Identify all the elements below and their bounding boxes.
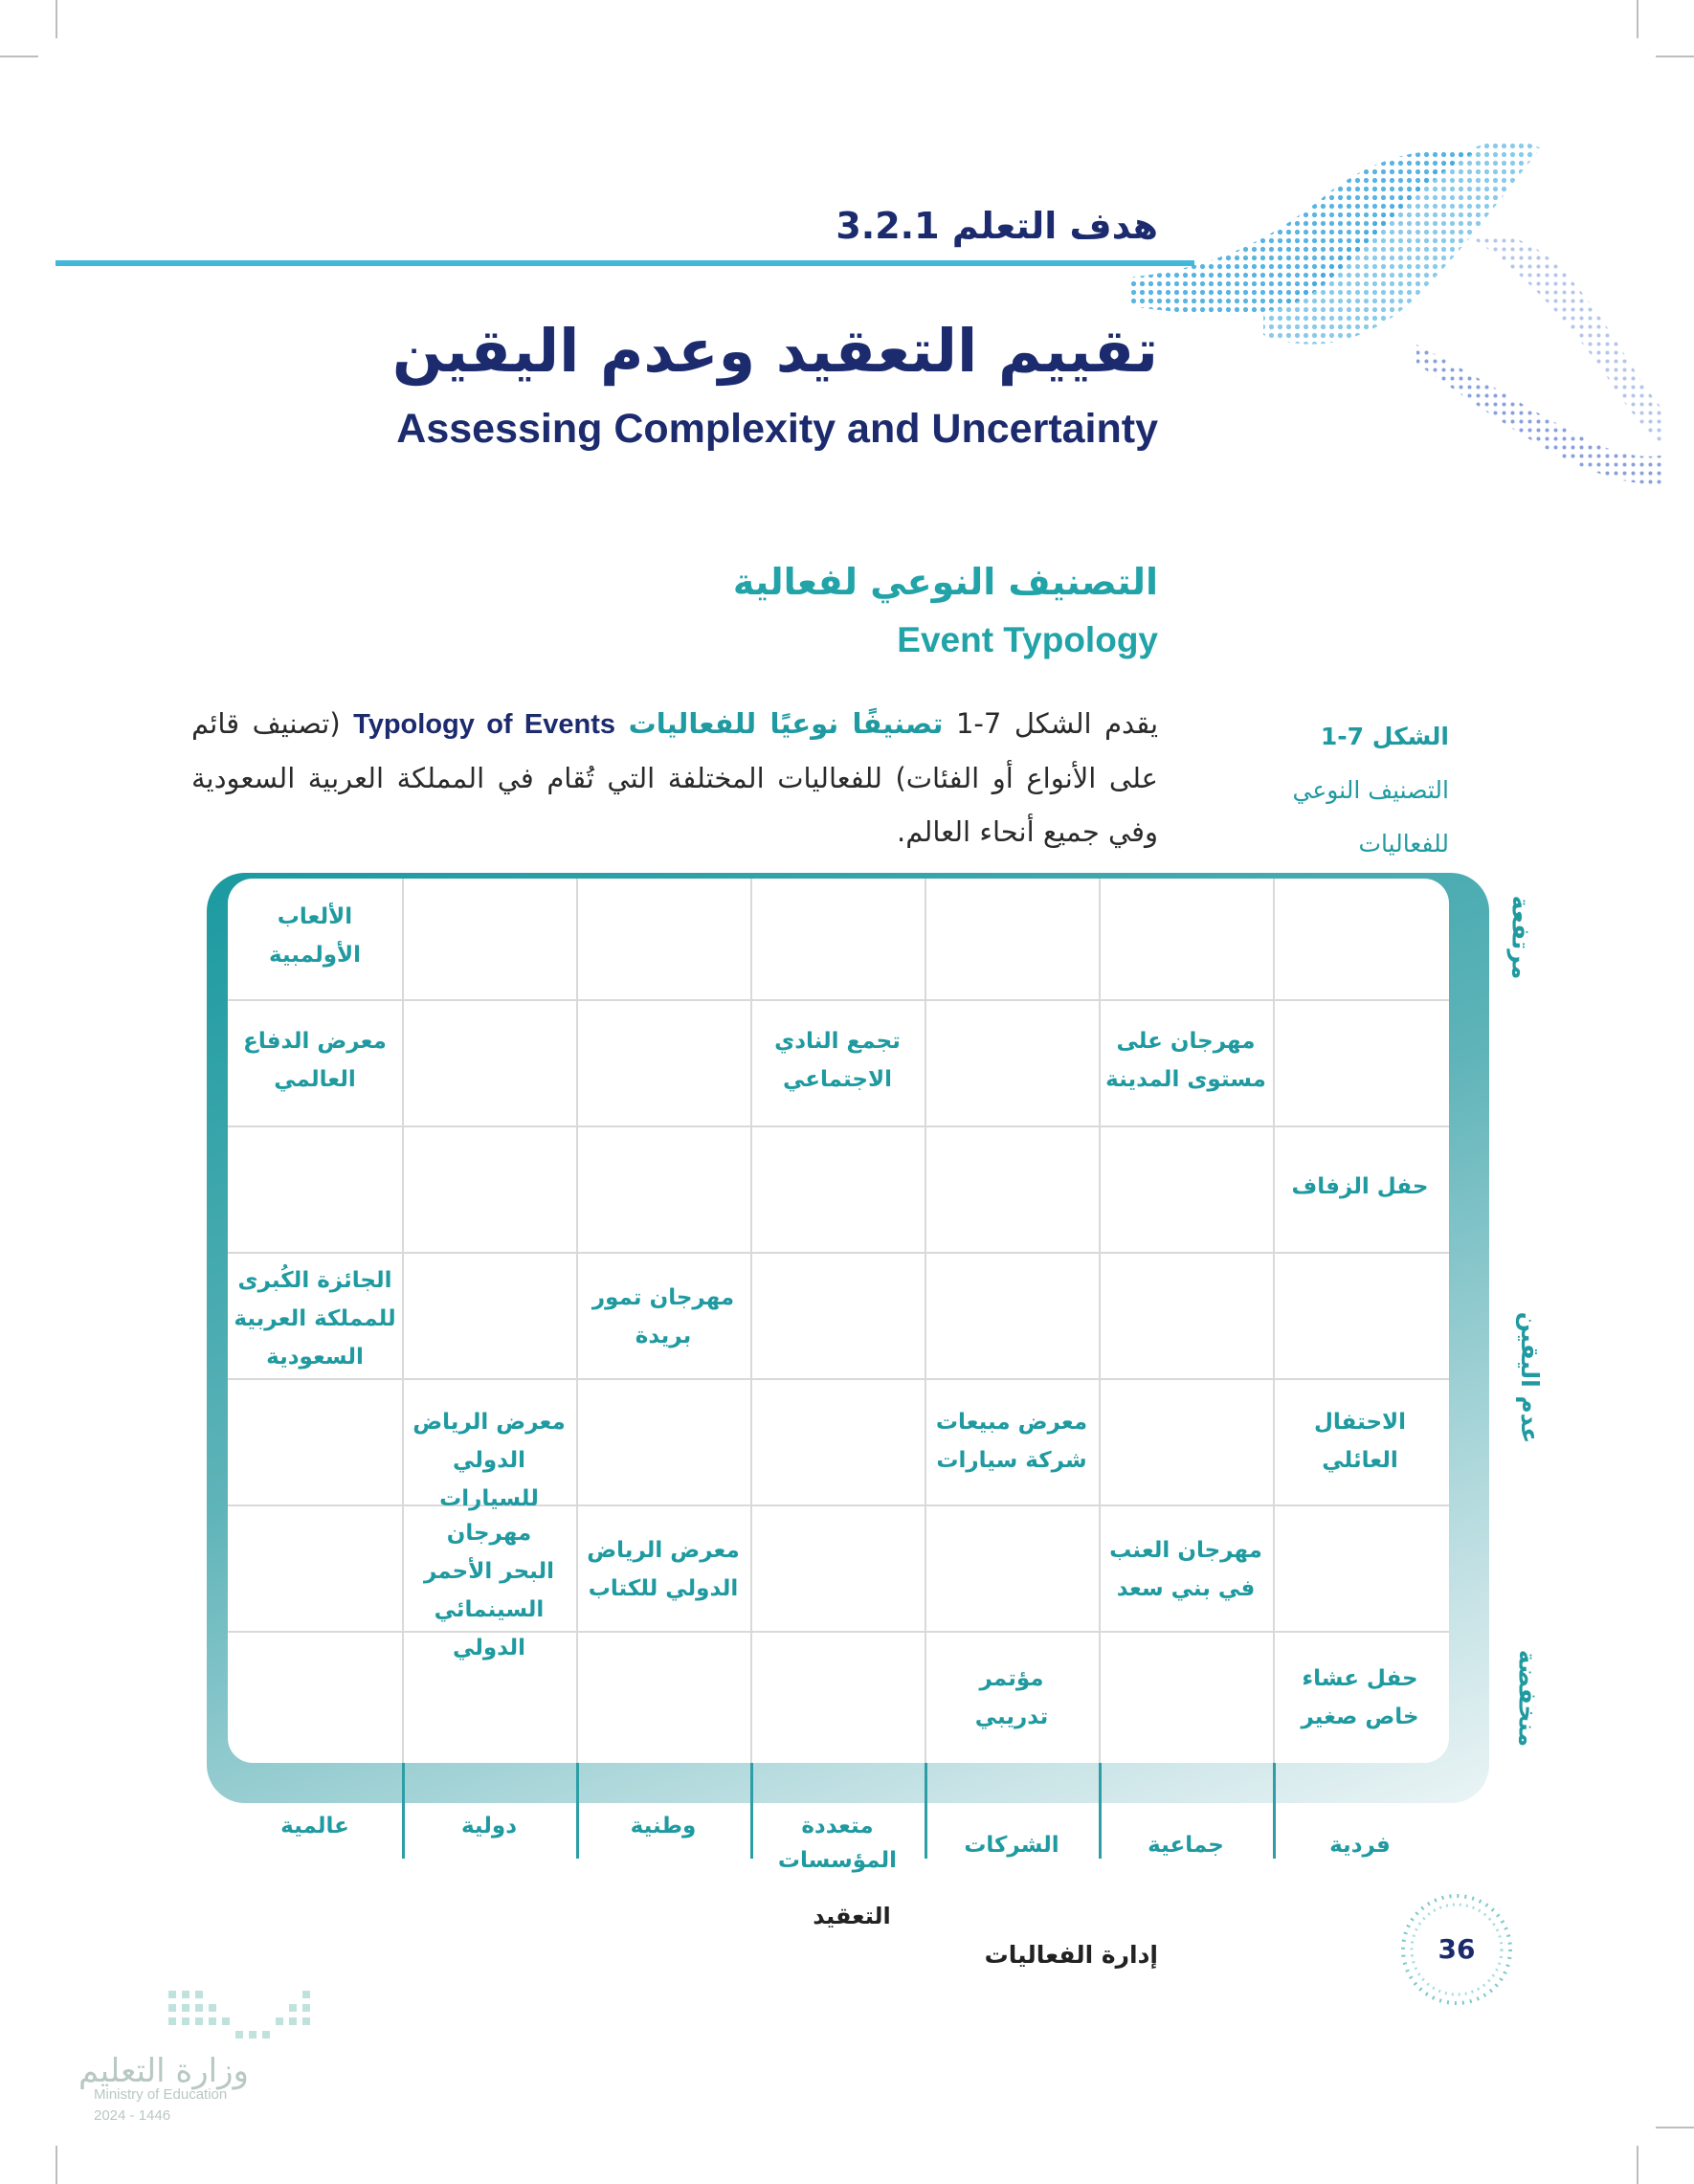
event-label-line: مهرجان xyxy=(446,1521,532,1546)
header-accent-line xyxy=(56,260,1194,266)
event-label-line: بريدة xyxy=(635,1324,692,1348)
event-car-company-sales-show xyxy=(925,1403,1099,1480)
event-riyadh-book-fair xyxy=(576,1531,750,1608)
event-label-line: السينمائي الدولي xyxy=(434,1597,545,1660)
event-label-line: الألعاب xyxy=(277,904,353,929)
event-label-line: مهرجان تمور xyxy=(591,1285,735,1310)
section-title-arabic: التصنيف النوعي لفعالية xyxy=(732,561,1158,603)
ministry-name-arabic: وزارة التعليم xyxy=(78,2052,249,2090)
event-label-line: السعودية xyxy=(266,1345,364,1370)
event-label-line: معرض الرياض xyxy=(587,1538,740,1563)
learning-goal-label: هدف التعلم 3.2.1 xyxy=(836,205,1158,247)
event-label-line: البحر الأحمر xyxy=(423,1559,555,1584)
event-bani-saad-grape-festival xyxy=(1099,1531,1273,1608)
event-label-line: الاجتماعي xyxy=(782,1067,892,1092)
crop-mark xyxy=(56,0,57,38)
event-label-line: مؤتمر xyxy=(979,1666,1044,1691)
edition-year: 2024 - 1446 xyxy=(94,2107,171,2124)
body-paragraph xyxy=(191,697,1158,858)
event-saudi-grand-prix xyxy=(228,1261,402,1376)
column-label: فردية xyxy=(1329,1833,1391,1858)
y-axis-high-label: مرتفعة xyxy=(1506,895,1535,980)
column-label-line: متعددة xyxy=(801,1814,874,1839)
event-label-line: خاص صغير xyxy=(1301,1705,1419,1729)
grid-line xyxy=(228,1378,1449,1380)
event-label-line: مهرجان العنب xyxy=(1109,1538,1262,1563)
section-title-english: Event Typology xyxy=(897,620,1158,659)
x-axis-title: التعقيد xyxy=(813,1903,891,1929)
column-label-multi-org xyxy=(750,1809,925,1878)
event-label-line: معرض مبيعات xyxy=(935,1410,1088,1435)
event-label-line: معرض الرياض xyxy=(412,1410,566,1435)
book-title: إدارة الفعاليات xyxy=(984,1941,1158,1969)
event-label-line: تجمع النادي xyxy=(774,1029,901,1054)
figure-caption-line: التصنيف النوعي xyxy=(1292,776,1449,804)
crop-mark xyxy=(1656,56,1694,57)
crop-mark xyxy=(1637,2146,1638,2184)
event-world-defense-show xyxy=(228,1022,402,1099)
event-label-line: شركة سيارات xyxy=(936,1448,1087,1473)
column-label: جماعية xyxy=(1148,1833,1224,1858)
page-title-arabic: تقييم التعقيد وعدم اليقين xyxy=(391,316,1158,386)
crop-mark xyxy=(1637,0,1638,38)
event-buraydah-dates-festival xyxy=(576,1279,750,1355)
event-family-celebration xyxy=(1273,1403,1447,1480)
event-label-line: حفل الزفاف xyxy=(1291,1174,1429,1199)
event-label-line: الدولي للكتاب xyxy=(588,1576,739,1601)
event-label-line: العائلي xyxy=(1322,1448,1398,1473)
page-number-badge xyxy=(1397,1890,1516,2009)
crop-mark xyxy=(0,56,38,57)
event-small-private-dinner xyxy=(1273,1660,1447,1736)
column-label: الشركات xyxy=(964,1833,1059,1858)
event-city-festival xyxy=(1099,1022,1273,1099)
grid-line xyxy=(228,1125,1449,1127)
event-olympic-games xyxy=(228,898,402,974)
event-label-line: مهرجان على xyxy=(1116,1029,1256,1054)
event-label-line: العالمي xyxy=(274,1067,356,1092)
event-label-line: في بني سعد xyxy=(1116,1576,1256,1601)
paragraph-bold-arabic: تصنيفًا نوعيًا للفعاليات xyxy=(628,707,944,740)
event-label-line: معرض الدفاع xyxy=(243,1029,387,1054)
event-label-line: الأولمبية xyxy=(268,943,362,968)
figure-number: الشكل 7-1 xyxy=(1320,723,1449,750)
decorative-wave-graphic xyxy=(1129,124,1665,488)
event-red-sea-film-festival xyxy=(402,1514,576,1667)
event-riyadh-motor-show xyxy=(402,1403,576,1518)
page-number: 36 xyxy=(1416,1909,1497,1990)
event-wedding xyxy=(1273,1168,1447,1206)
column-label: وطنية xyxy=(630,1814,697,1839)
event-label-line: الدولي للسيارات xyxy=(439,1448,539,1511)
event-label-line: للمملكة العربية xyxy=(234,1306,396,1331)
ministry-name-english: Ministry of Education xyxy=(94,2086,228,2103)
grid-line xyxy=(228,999,1449,1001)
event-training-conference xyxy=(925,1660,1099,1736)
column-label: عالمية xyxy=(280,1814,349,1839)
paragraph-text: (تصنيف قائم على الأنواع أو الفئات) للفعاليات المختلفة التي تُقام في المملكة العربية السعودية وفي جميع أنحاء العالم. xyxy=(191,707,1158,848)
event-label-line: الجائزة الكُبرى xyxy=(237,1268,392,1293)
column-label-line: المؤسسات xyxy=(777,1848,898,1873)
event-label-line: مستوى المدينة xyxy=(1105,1067,1266,1092)
figure-caption-line: للفعاليات xyxy=(1358,830,1449,858)
grid-line xyxy=(228,1252,1449,1254)
paragraph-bold-english: Typology of Events xyxy=(353,709,616,740)
figure-caption xyxy=(1229,710,1449,871)
column-label: دولية xyxy=(460,1814,518,1839)
paragraph-text: يقدم الشكل 7-1 xyxy=(943,707,1159,740)
event-label-line: الاحتفال xyxy=(1313,1410,1407,1435)
crop-mark xyxy=(56,2146,57,2184)
typology-grid xyxy=(228,879,1449,1763)
event-label-line: حفل عشاء xyxy=(1302,1666,1418,1691)
event-label-line: تدريبي xyxy=(974,1705,1049,1729)
y-axis-title: عدم اليقين xyxy=(1516,1311,1545,1444)
y-axis-low-label: منخفضة xyxy=(1513,1649,1542,1748)
page-title-english: Assessing Complexity and Uncertainty xyxy=(396,406,1158,452)
event-social-club-gathering xyxy=(750,1022,925,1099)
crop-mark xyxy=(1656,2127,1694,2128)
